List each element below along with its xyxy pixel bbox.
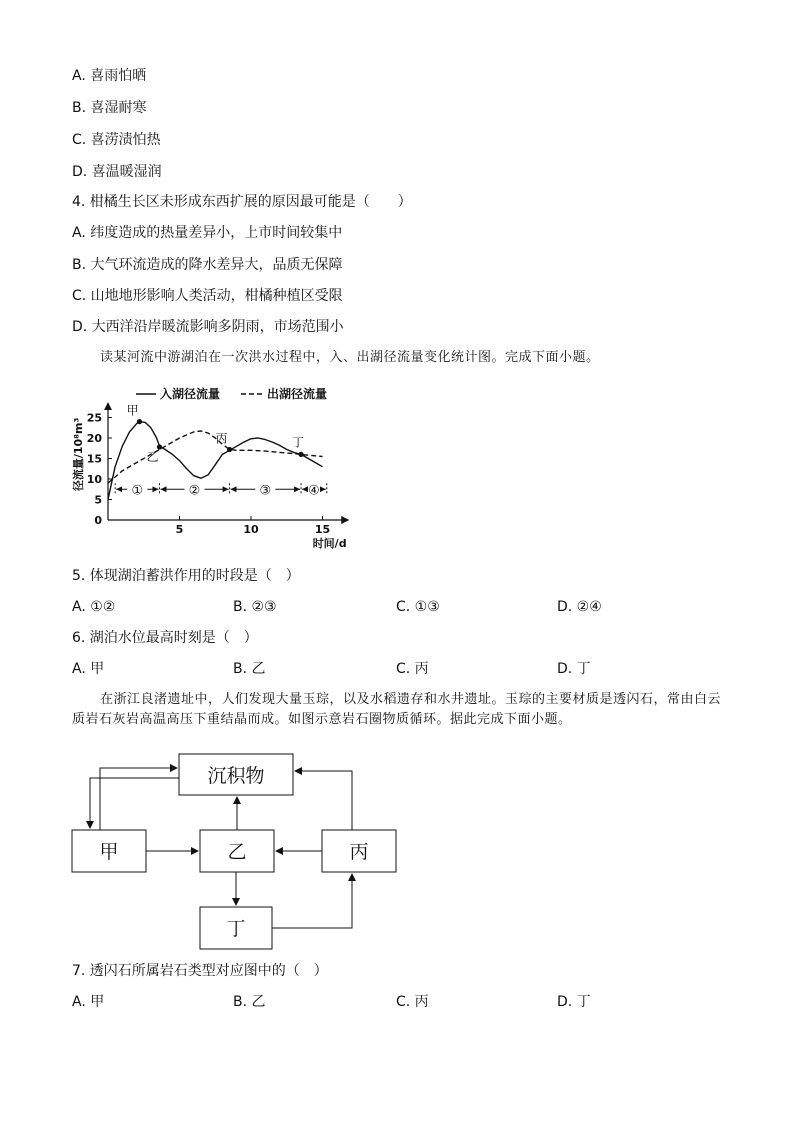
point-marker-0 (137, 419, 142, 424)
point-marker-2 (227, 447, 232, 452)
q4-option-a: A. 纬度造成的热量差异小，上市时间较集中 (72, 225, 343, 241)
q3-option-d: D. 喜温暖湿润 (72, 164, 162, 180)
rock-cycle-diagram (60, 748, 410, 958)
point-label-2: 丙 (215, 431, 228, 446)
q6-option-a: A. 甲 (72, 661, 105, 677)
period-label-1: ② (188, 483, 201, 499)
box-bing-label: 丙 (349, 841, 369, 863)
q5-option-a: A. ①② (72, 599, 116, 615)
period-label-2: ③ (259, 483, 272, 499)
y-tick-label-4: 20 (86, 432, 102, 445)
x-tick-label-1: 10 (243, 523, 259, 536)
point-marker-3 (298, 452, 303, 457)
q7-option-d: D. 丁 (557, 994, 591, 1010)
sediment-label: 沉积物 (207, 765, 265, 787)
point-label-0: 甲 (126, 403, 139, 418)
arrow-ding-to-bing (272, 874, 352, 928)
q5-option-b: B. ②③ (233, 599, 277, 615)
q4-option-d: D. 大西洋沿岸暖流影响多阴雨，市场范围小 (72, 319, 344, 335)
q5-option-c: C. ①③ (396, 599, 440, 615)
q6-option-b: B. 乙 (233, 661, 266, 677)
arrow-jia-to-sediment (100, 768, 177, 830)
y-axis-label: 径流量/10⁸m³ (72, 417, 85, 492)
box-yi-label: 乙 (227, 841, 247, 863)
x-tick-label-0: 5 (175, 523, 184, 536)
q7-stem: 7. 透闪石所属岩石类型对应图中的（ ） (72, 963, 328, 979)
y-tick-label-3: 15 (86, 452, 102, 466)
q7-option-b: B. 乙 (233, 994, 266, 1010)
q3-option-c: C. 喜涝渍怕热 (72, 132, 161, 148)
point-label-3: 丁 (292, 435, 305, 450)
passage-lake-flood-text: 读某河流中游湖泊在一次洪水过程中，入、出湖径流量变化统计图。完成下面小题。 (100, 350, 600, 365)
point-label-1: 乙 (146, 450, 159, 465)
q6-stem: 6. 湖泊水位最高时刻是（ ） (72, 630, 258, 646)
q4-option-b: B. 大气环流造成的降水差异大，品质无保障 (72, 257, 343, 273)
box-jia-label: 甲 (99, 841, 119, 863)
arrow-bing-to-sediment (295, 771, 352, 830)
period-label-0: ① (131, 483, 144, 499)
y-tick-label-1: 5 (94, 493, 102, 507)
point-marker-1 (157, 444, 162, 449)
q5-stem: 5. 体现湖泊蓄洪作用的时段是（ ） (72, 568, 300, 584)
passage-lake-flood (72, 348, 722, 368)
q7-option-a: A. 甲 (72, 994, 105, 1010)
q3-option-b: B. 喜湿耐寒 (72, 100, 147, 116)
q4-stem: 4. 柑橘生长区未形成东西扩展的原因最可能是（ ） (72, 194, 412, 210)
y-tick-label-0: 0 (94, 514, 102, 527)
x-axis-label: 时间/d (312, 537, 347, 550)
y-tick-label-5: 25 (86, 411, 102, 425)
passage-jade (72, 690, 722, 730)
q3-option-a: A. 喜雨怕晒 (72, 68, 147, 84)
box-ding-label: 丁 (226, 918, 246, 940)
q7-option-c: C. 丙 (396, 994, 429, 1010)
q6-option-d: D. 丁 (557, 661, 591, 677)
legend-label-outflow: 出湖径流量 (267, 387, 328, 401)
q5-option-d: D. ②④ (557, 599, 602, 615)
passage-jade-text: 在浙江良渚遗址中，人们发现大量玉琮，以及水稻遗存和水井遗址。玉琮的主要材质是透闪石，常由白云质岩石灰岩高温高压下重结晶而成。如图示意岩石圈物质循环。据此完成下面小题。 (72, 692, 722, 727)
runoff-line-chart (66, 378, 366, 556)
q4-option-c: C. 山地地形影响人类活动，柑橘种植区受限 (72, 288, 343, 304)
period-label-3: ④ (308, 483, 320, 499)
y-tick-label-2: 10 (86, 473, 102, 486)
arrow-sediment-to-jia (90, 778, 179, 828)
q6-option-c: C. 丙 (396, 661, 429, 677)
legend-label-inflow: 入湖径流量 (160, 387, 221, 401)
x-tick-label-2: 15 (314, 523, 331, 536)
